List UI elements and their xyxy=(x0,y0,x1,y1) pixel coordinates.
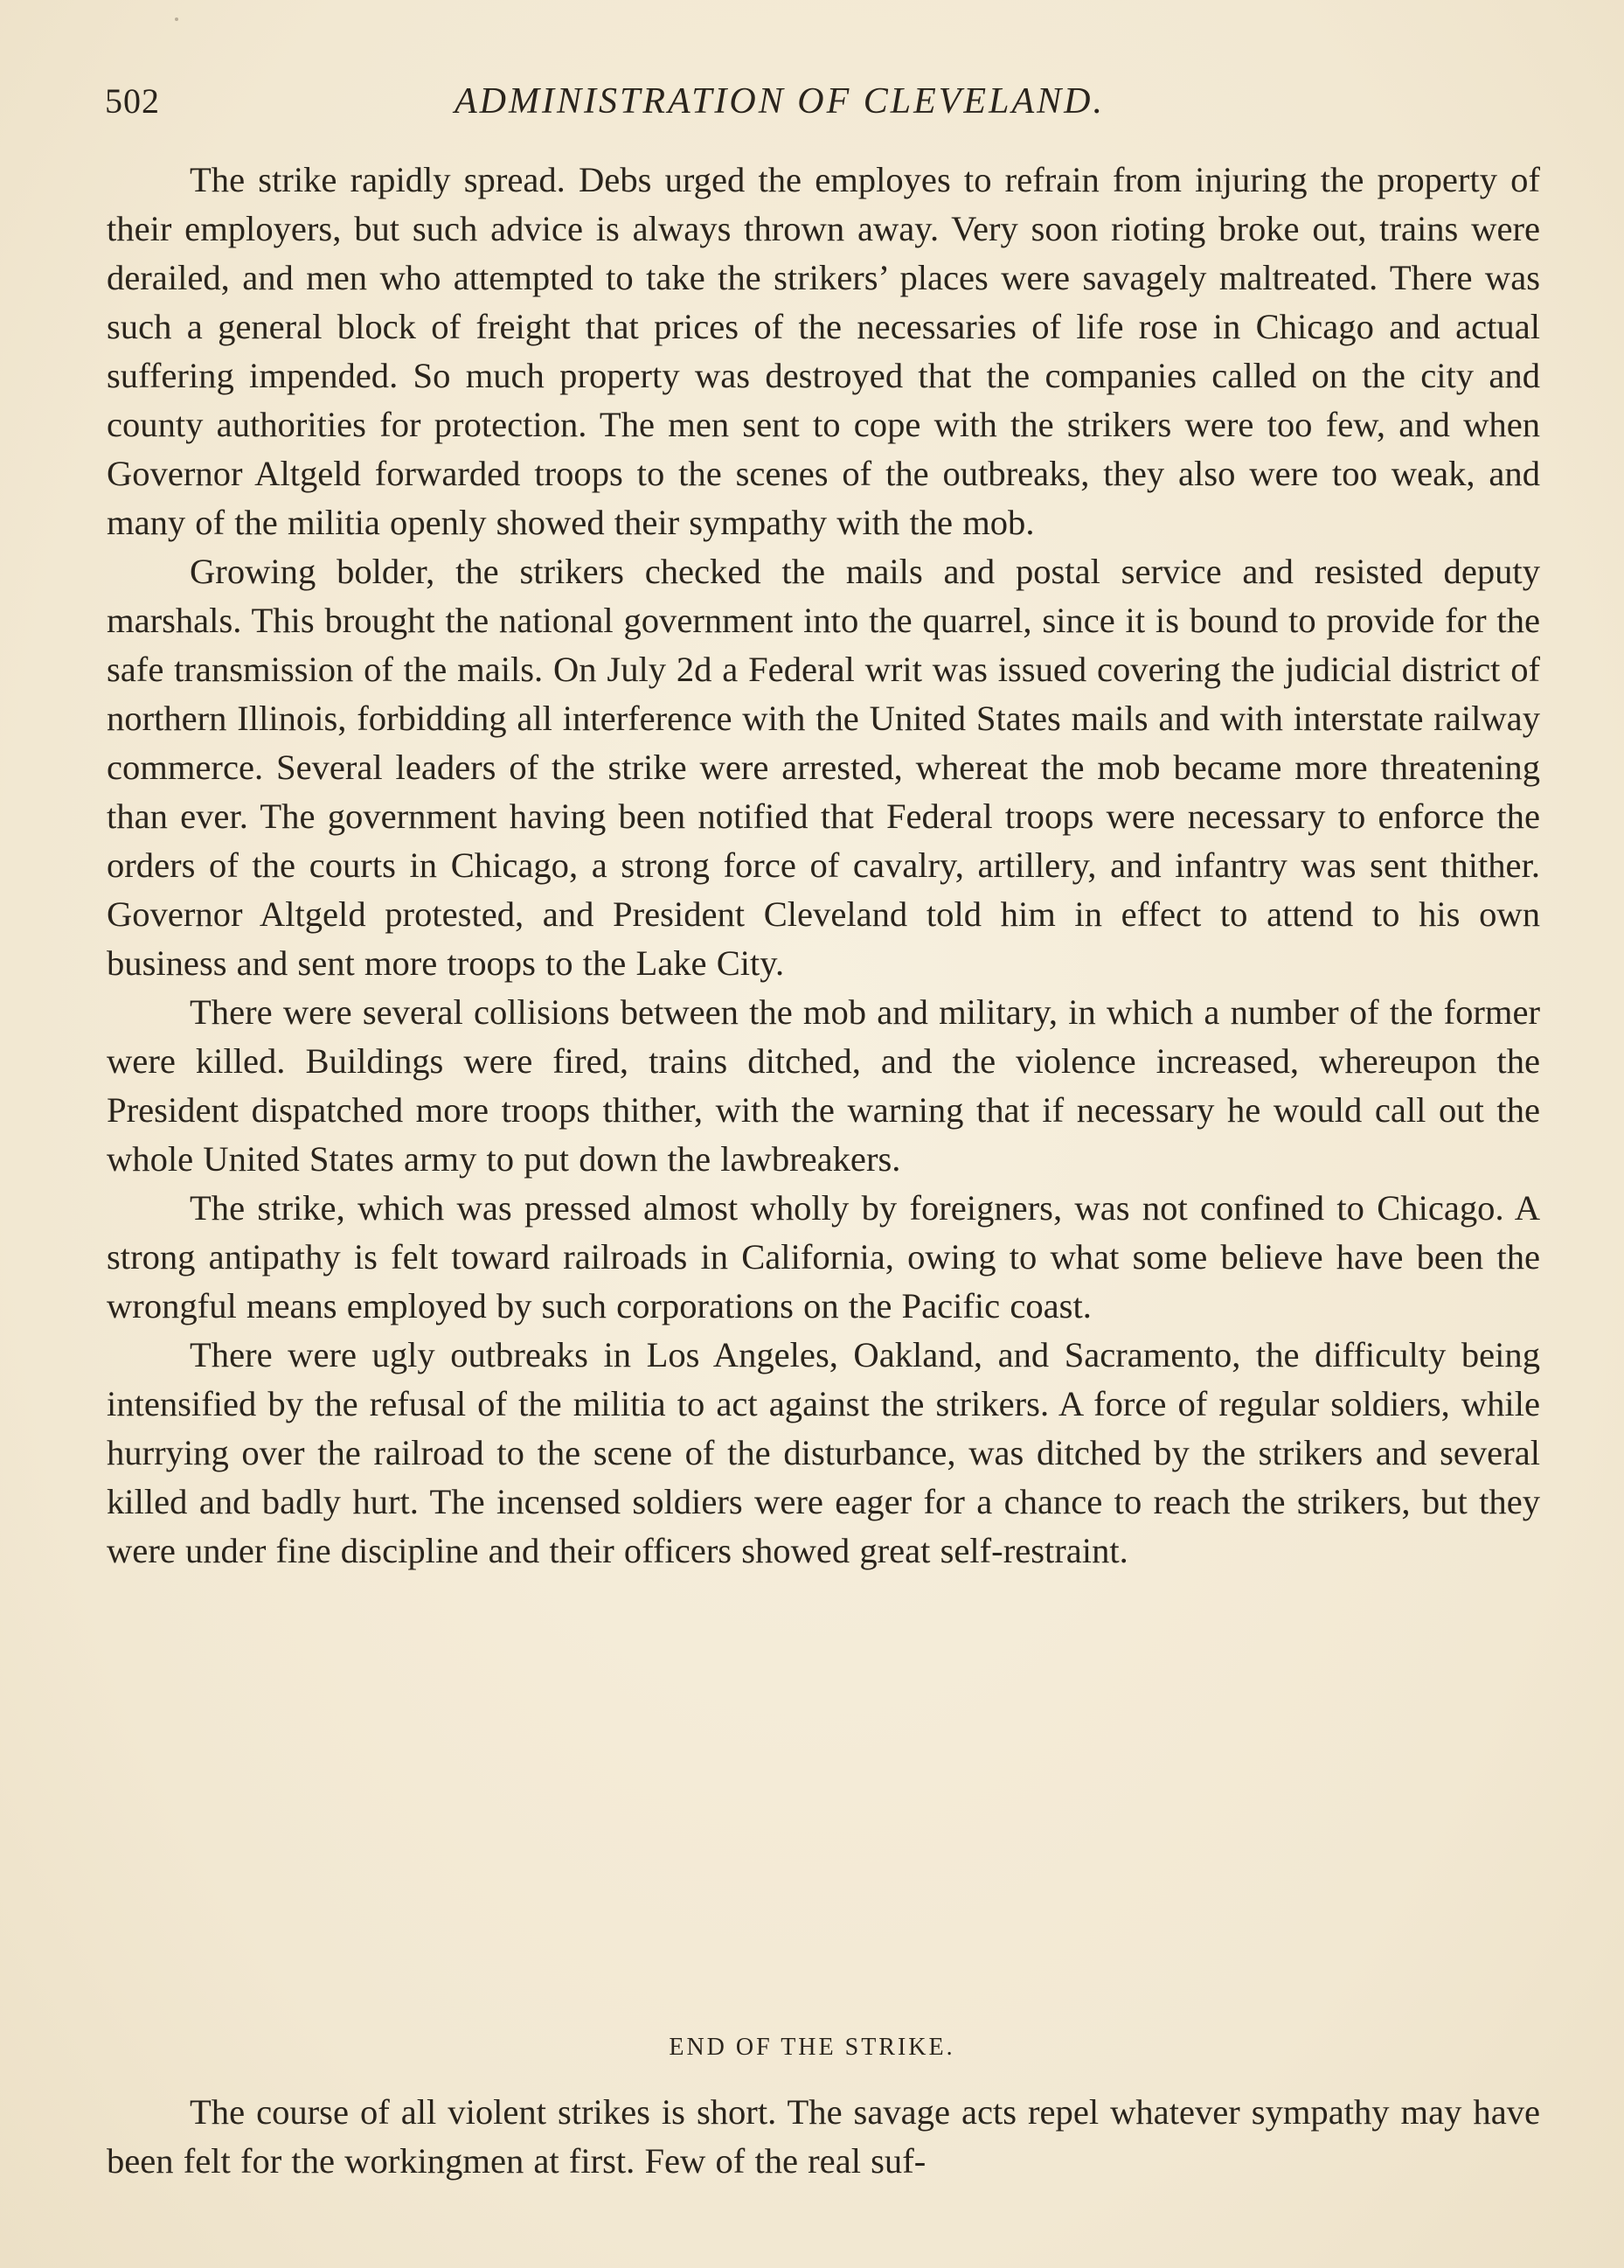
body-text xyxy=(107,156,1540,1576)
paragraph-end-of-strike: The course of all violent strikes is short. The savage acts repel whatever sympathy may have been felt for the workingmen at first. Few of the real suf- xyxy=(107,2092,1540,2181)
running-title: ADMINISTRATION OF CLEVELAND. xyxy=(455,81,1105,122)
paragraph-foreigners: The strike, which was pressed almost wholly by foreigners, was not confined to Chicago. A strong antipathy is felt toward railroads in California, owing to what some believe have been the wrongful means employed by such corporations on the Pacific coast. xyxy=(107,1188,1540,1325)
page-header xyxy=(105,80,1538,133)
paragraph-california: There were ugly outbreaks in Los Angeles, Oakland, and Sacramento, the difficulty being intensified by the refusal of the militia to act against the strikers. A force of regular soldiers, while hurrying over the railroad to the scene of the disturbance, was ditched by the strikers and several killed and badly hurt. The incensed soldiers were eager for a chance to reach the strikers, but they were under fine discipline and their officers showed great self-restraint. xyxy=(107,1335,1540,1570)
section-heading: END OF THE STRIKE. xyxy=(669,2034,955,2061)
paragraph-strike-spread: The strike rapidly spread. Debs urged the employes to refrain from injuring the property of their employers, but such advice is always thrown away. Very soon rioting broke out, trains were derailed, and men who attempted to take the strikers’ places were savagely maltreated. There was such a general block of freight that prices of the necessaries of life rose in Chicago and actual suffering impended. So much property was destroyed that the companies called on the city and county authorities for protection. The men sent to cope with the strikers were too few, and when Governor Altgeld forwarded troops to the scenes of the outbreaks, they also were too weak, and many of the militia openly showed their sympathy with the mob. xyxy=(107,160,1540,542)
section-body xyxy=(107,2088,1540,2186)
paper-speck xyxy=(175,17,178,21)
paragraph-collisions: There were several collisions between the mob and military, in which a number of the former were killed. Buildings were fired, trains ditched, and the violence increased, whereupon the President dispatched more troops thither, with the warning that if necessary he would call out the whole United States army to put down the lawbreakers. xyxy=(107,992,1540,1179)
paragraph-mails: Growing bolder, the strikers checked the mails and postal service and resisted deputy marshals. This brought the national government into the quarrel, since it is bound to provide for the safe transmission of the mails. On July 2d a Federal writ was issued covering the judicial district of northern Illinois, forbidding all interference with the United States mails and with interstate railway commerce. Several leaders of the strike were arrested, whereat the mob became more threatening than ever. The government having been notified that Federal troops were necessary to enforce the orders of the courts in Chicago, a strong force of cavalry, artillery, and infantry was sent thither. Governor Altgeld protested, and President Cleveland told him in effect to attend to his own business and sent more troops to the Lake City. xyxy=(107,552,1540,983)
page-number: 502 xyxy=(105,81,160,121)
